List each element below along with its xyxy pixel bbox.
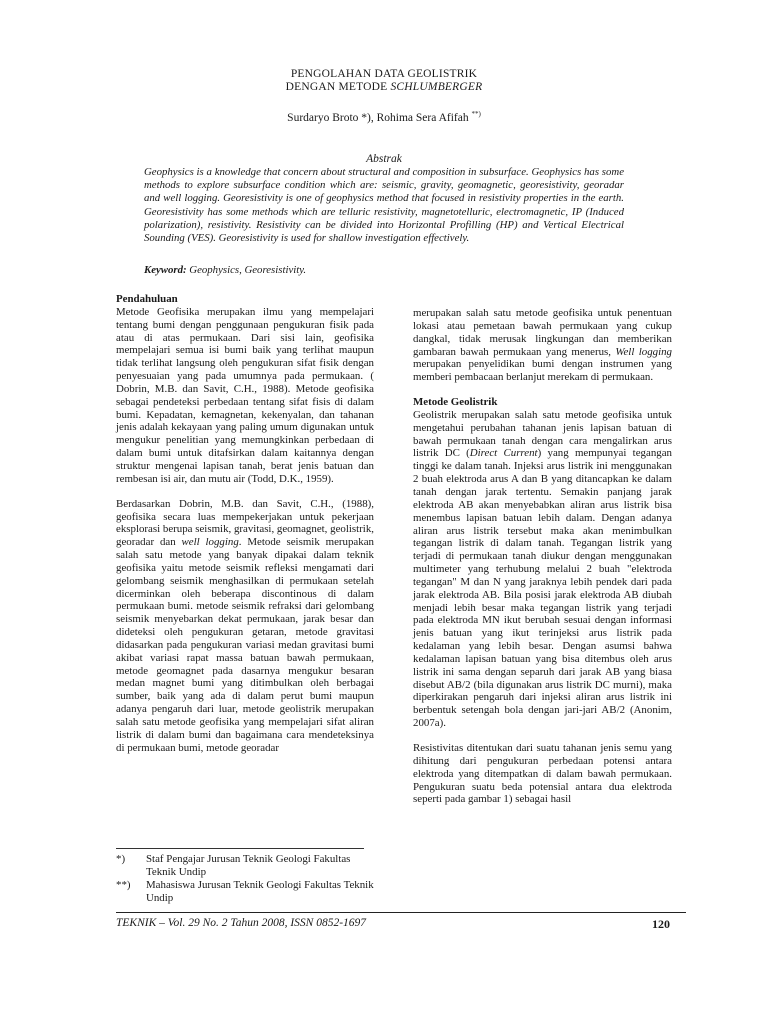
footnotes — [116, 853, 376, 905]
footnote-text: Staf Pengajar Jurusan Teknik Geologi Fakultas Teknik Undip — [146, 853, 351, 878]
title-line-2-method: SCHLUMBERGER — [390, 81, 483, 93]
paragraph-continued-part-a: merupakan salah satu metode geofisika untuk penentuan lokasi atau pemetaan bawah permukaan yang cukup dangkal, tidak merusak lingkungan dan memberikan gambaran bawah permukaan yang menerus, — [413, 307, 672, 358]
footnote-mark: **) — [116, 879, 131, 891]
journal-citation: TEKNIK – Vol. 29 No. 2 Tahun 2008, ISSN 0852-1697 — [116, 917, 367, 929]
title-line-2 — [0, 81, 768, 94]
paragraph-geolistrik-2: Resistivitas ditentukan dari suatu tahanan jenis semu yang dihitung dari pengukuran perbedaan potensi antara elektroda yang ditempatkan di dalam bawah permukaan. Pengukuran suatu beda potensial antara dua elektroda seperti pada gambar 1) sebagai hasil — [413, 742, 672, 806]
section-heading-pendahuluan: Pendahuluan — [116, 293, 178, 305]
paragraph-geolistrik-1-part-a: Geolistrik merupakan salah satu metode geofisika untuk mengetahui perubahan tahanan jenis lapisan batuan di bawah permukaan tanah dengan cara mengalirkan arus listrik DC ( — [413, 408, 672, 460]
footnote-item — [116, 853, 376, 879]
keyword-label: Keyword: — [144, 264, 187, 276]
paragraph-geolistrik-1 — [413, 409, 672, 730]
paragraph-continued — [413, 307, 672, 384]
paragraph-intro-2-part-a: Berdasarkan Dobrin, M.B. dan Savit, C.H., (1988), geofisika secara luas mempekerjakan untuk pekerjaan eksplorasi berupa seismik, gravitasi, geomagnet, geolistrik, georadar dan — [116, 497, 374, 549]
footnote-mark: *) — [116, 853, 126, 865]
abstract-heading: Abstrak — [366, 153, 402, 165]
author-mark: **) — [471, 110, 481, 118]
author-names: Surdaryo Broto *), Rohima Sera Afifah — [287, 111, 472, 124]
left-column — [116, 293, 374, 755]
paragraph-intro-2-italic: well logging — [181, 536, 239, 549]
title-line-2-prefix: DENGAN METODE — [285, 81, 391, 93]
paper-title — [0, 68, 768, 94]
paragraph-continued-part-b: merupakan penyelidikan bumi dengan instrumen yang memberi pembacaan berlanjut merekam di permukaan. — [413, 358, 672, 384]
footnote-text: Mahasiswa Jurusan Teknik Geologi Fakultas Teknik Undip — [146, 879, 374, 904]
footer-divider — [116, 912, 686, 913]
keyword-text: Geophysics, Georesistivity. — [186, 264, 307, 276]
keywords — [144, 264, 306, 276]
paragraph-intro-2-part-b: . Metode seismik merupakan salah satu metode yang banyak dipakai dalam teknik geofisika yaitu metode seismik refleksi mengamati dari gelombang seismik menghasilkan di permukaan setelah dicerminkan oleh beberapa discontinous di dalam permukaan bumi. metode seismik refraksi dari gelombang seismik menyebarkan dekat permukaan, jarak besar dan dideteksi oleh pengukuran getaran, metode gravitasi didasarkan pada pengukuran variasi medan gravitasi bumi akibat variasi rapat massa batuan bawah permukaan, metode geomagnet pada dasarnya mengukur besaran medan magnet bumi yang ditimbulkan oleh berbagai sumber, baik yang ada di dalam perut bumi maupun adanya pengaruh dari luar, metode geolistrik merupakan salah satu metode geofisika yang mempelajari sifat aliran listrik di dalam bumi dan bagaimana cara mendeteksinya di permukaan bumi, metode georadar — [116, 536, 374, 754]
paragraph-intro-1: Metode Geofisika merupakan ilmu yang mempelajari tentang bumi dengan penggunaan pengukuran fisik pada atau di atas permukaan. Dari sisi lain, geofisika mempelajari semua isi bumi baik yang terlihat maupun tidak terlihat langsung oleh pengukuran sifat fisik dengan penyesuaian yang pada umumnya pada permukaan. ( Dobrin, M.B. dan Savit, C.H., 1988). Metode geofisika sebagai pendeteksi perbedaan tentang sifat fisis di dalam bumi. Kepadatan, kemagnetan, kekenyalan, dan tahanan jenis adalah kekayaan yang paling umum digunakan untuk mengukur penelitian yang memungkinkan perbedaan di dalam bumi untuk ditafsirkan dalam kaitannya dengan struktur mengenai lapisan tanah, berat jenis batuan dan rembesan isi air, dan mutu air (Todd, D.K., 1959). — [116, 305, 374, 485]
authors — [0, 110, 768, 124]
page-number: 120 — [652, 917, 670, 931]
abstract-body: Geophysics is a knowledge that concern about structural and composition in subsurface. Geophysics has some methods to explore subsurface condition which are: seismic, gravity, geomagnetic, georesistivity, georadar and well logging. Georesistivity is one of geophysics method that focused in resistivity properties in the earth. Georesistivity has some methods which are telluric resistivity, magnetotelluric, electromagnetic, IP (Induced polarization), resistivity. Resistivity can be divided into Horizontal Profilling (HP) and Vertical Electrical Sounding (VES). Georesistivity is used for shallow investigation effectively. — [144, 166, 624, 245]
footnote-divider — [116, 848, 364, 849]
footnote-item — [116, 879, 376, 905]
right-column — [413, 307, 672, 806]
paragraph-geolistrik-1-part-b: ) yang mempunyai tegangan tinggi ke dalam tanah. Injeksi arus listrik ini menggunakan 2 buah elektroda arus A dan B yang ditancapkan ke dalam tanah dengan jarak tertentu. Semakin panjang jarak elektroda AB akan menyebabkan aliran arus listrik bisa menembus lapisan batuan lebih dalam. Dengan adanya aliran arus listrik tersebut maka akan menimbulkan tegangan listrik di dalam tanah. Tegangan listrik yang terjadi di permukaan tanah diukur dengan menggunakan multimeter yang terhubung melalui 2 buah "elektroda tegangan" M dan N yang jaraknya lebih pendek dari pada jarak elektroda AB. Bila posisi jarak elektroda AB diubah menjadi lebih besar maka tegangan listrik yang terjadi pada elektroda MN ikut berubah sesuai dengan informasi jenis batuan yang ikut terinjeksi arus listrik pada kedalaman yang lebih besar. Dengan asumsi bahwa kedalaman lapisan batuan yang bisa ditembus oleh arus listrik ini sama dengan separuh dari jarak AB yang biasa disebut AB/2 (bila digunakan arus listrik DC murni), maka diperkirakan pengaruh dari injeksi aliran arus listrik ini berbentuk setengah bola dengan jari-jari AB/2 (Anonim, 2007a). — [413, 447, 672, 730]
title-line-1: PENGOLAHAN DATA GEOLISTRIK — [290, 68, 478, 80]
paragraph-geolistrik-1-italic: Direct Current — [469, 447, 538, 460]
section-heading-metode-geolistrik: Metode Geolistrik — [413, 396, 498, 409]
paragraph-intro-2 — [116, 498, 374, 755]
paragraph-continued-italic: Well logging — [615, 345, 672, 358]
